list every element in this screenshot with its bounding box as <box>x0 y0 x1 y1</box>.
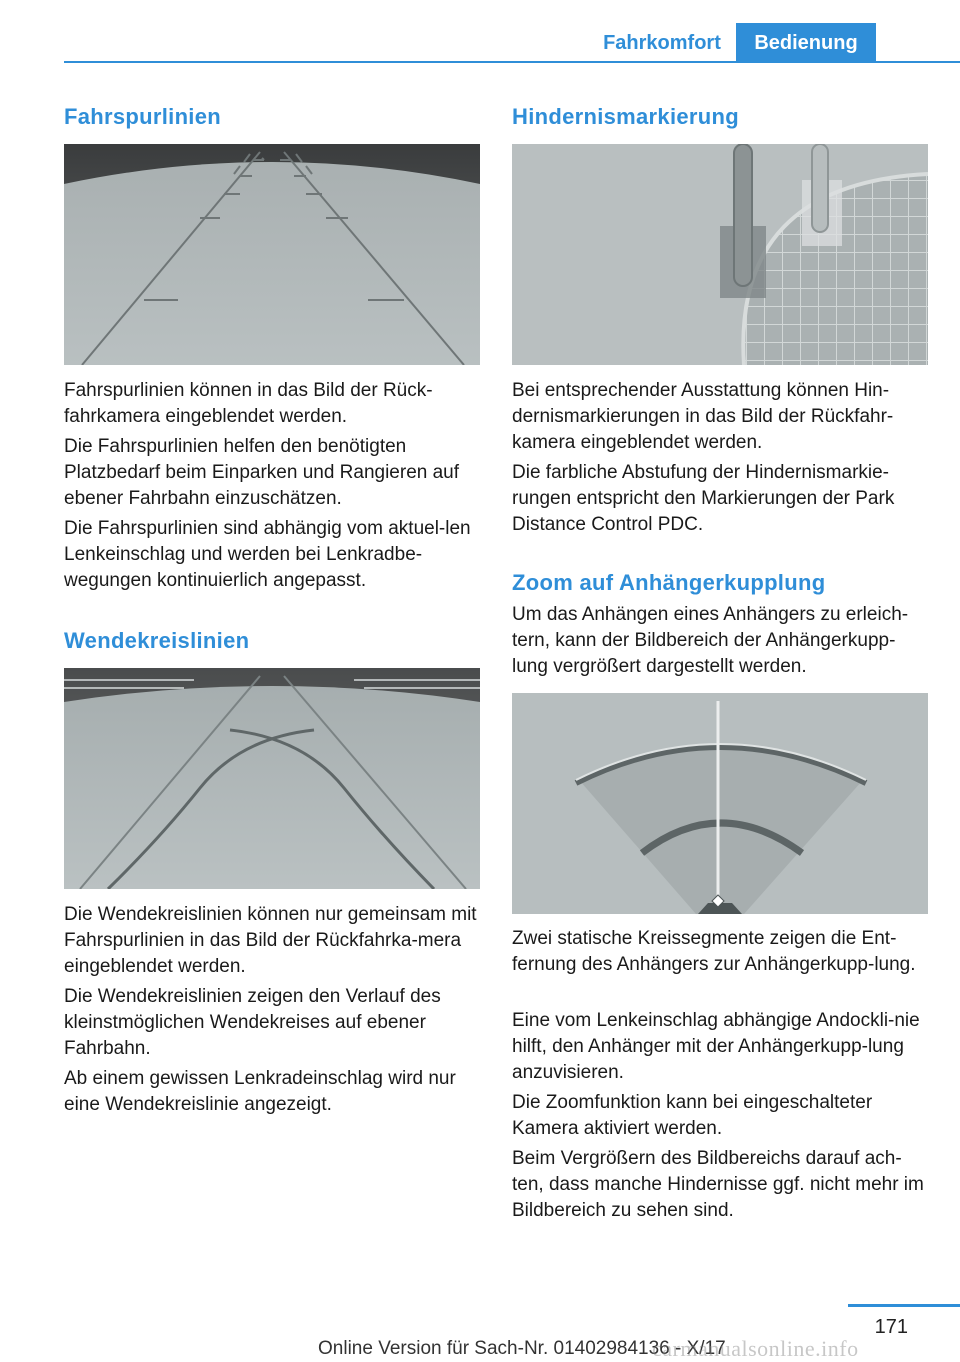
fahrspur-paragraph-3: Die Fahrspurlinien sind abhängig vom aktuel-len Lenkeinschlag und werden bei Lenkradbe-wegungen kontinuierlich angepasst. <box>64 518 471 591</box>
wendekreis-paragraph-3: Ab einem gewissen Lenkradeinschlag wird nur eine Wendekreislinie angezeigt. <box>64 1068 456 1115</box>
anhaengerkupplung-figure <box>512 693 928 914</box>
hindernismarkierung-figure <box>512 144 928 365</box>
watermark: carmanualsonline.info <box>652 1336 859 1361</box>
header-rule <box>64 61 960 63</box>
zoom-paragraph-1: Um das Anhängen eines Anhängers zu erleich-tern, kann der Bildbereich der Anhängerkupp-lung vergrößert dargestellt werden. <box>512 604 909 677</box>
heading-fahrspurlinien: Fahrspurlinien <box>64 104 221 129</box>
zoom-paragraph-5: Beim Vergrößern des Bildbereichs darauf ach-ten, dass manche Hindernisse ggf. nicht mehr im Bildbereich zu sehen sind. <box>512 1148 924 1221</box>
fahrspur-paragraph-2: Die Fahrspurlinien helfen den benötigten Platzbedarf beim Einparken und Rangieren auf ebener Fahrbahn einzuschätzen. <box>64 436 460 509</box>
page-number: 171 <box>874 1316 908 1338</box>
zoom-paragraph-4: Die Zoomfunktion kann bei eingeschalteter Kamera aktiviert werden. <box>512 1092 873 1139</box>
zoom-paragraph-3: Eine vom Lenkeinschlag abhängige Andockli-nie hilft, den Anhänger mit der Anhängerkupp-lung anzuvisieren. <box>512 1010 920 1083</box>
fahrspurlinien-figure <box>64 144 480 365</box>
wendekreis-paragraph-1: Die Wendekreislinien können nur gemeinsam mit Fahrspurlinien in das Bild der Rückfahrka-mera eingeblendet werden. <box>64 904 477 977</box>
footer-online-version: Online Version für Sach-Nr. 01402984136 - X/17 <box>318 1338 726 1359</box>
heading-wendekreislinien: Wendekreislinien <box>64 628 250 653</box>
header-section-tab: Fahrkomfort <box>603 32 721 54</box>
footer-rule <box>848 1304 960 1307</box>
heading-zoom-anhaengerkupplung: Zoom auf Anhängerkupplung <box>512 570 826 595</box>
heading-hindernismarkierung: Hindernismarkierung <box>512 104 739 129</box>
hindernis-paragraph-1: Bei entsprechender Ausstattung können Hin-dernismarkierungen in das Bild der Rückfahr-kamera eingeblendet werden. <box>512 380 894 453</box>
zoom-paragraph-2: Zwei statische Kreissegmente zeigen die Ent-fernung des Anhängers zur Anhängerkupp-lung. <box>512 928 916 975</box>
wendekreis-paragraph-2: Die Wendekreislinien zeigen den Verlauf des kleinstmöglichen Wendekreises auf ebener Fahrbahn. <box>64 986 441 1059</box>
wendekreislinien-figure <box>64 668 480 889</box>
hindernis-paragraph-2: Die farbliche Abstufung der Hindernismarkie-rungen entspricht den Markierungen der Park Distance Control PDC. <box>512 462 895 535</box>
fahrspur-paragraph-1: Fahrspurlinien können in das Bild der Rück-fahrkamera eingeblendet werden. <box>64 380 433 427</box>
header-chapter-tab: Bedienung <box>736 23 876 63</box>
